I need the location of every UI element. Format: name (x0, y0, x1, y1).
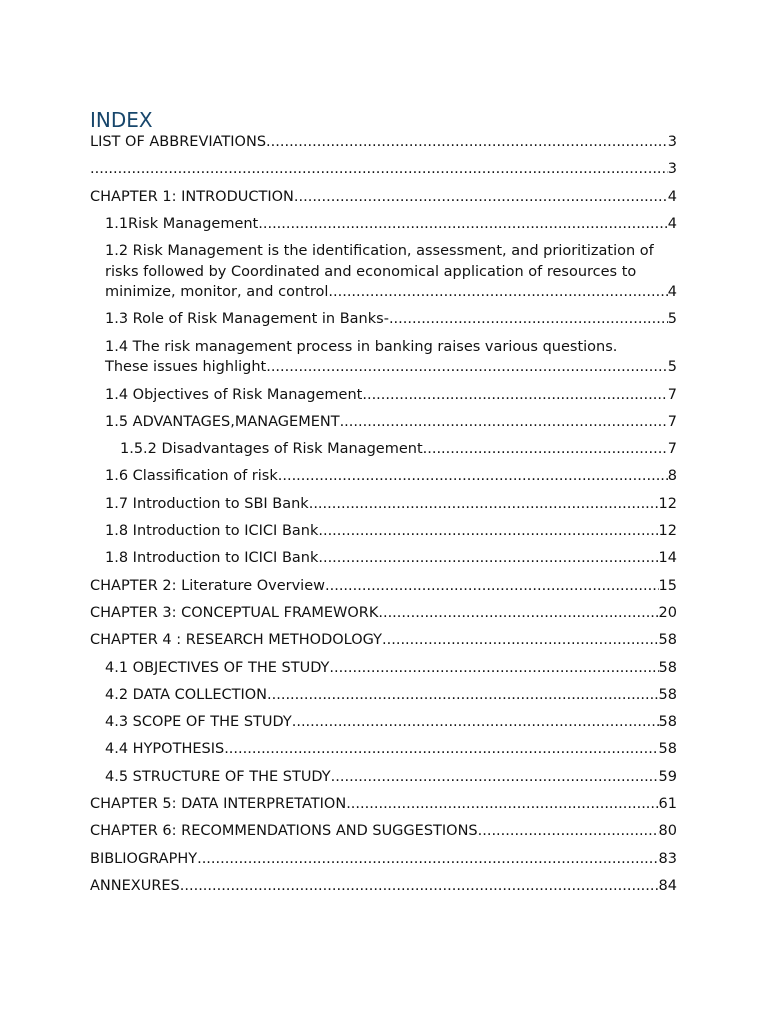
dot-leader (309, 494, 659, 515)
toc-entry[interactable] (90, 309, 677, 330)
toc-entry-text-line: 1.4 The risk management process in banking raises various questions. (105, 338, 618, 355)
toc-entry-leader-row (90, 821, 677, 842)
toc-page-number: 3 (667, 134, 677, 150)
toc-entry[interactable] (90, 739, 677, 760)
toc-entry-title: 1.5.2 Disadvantages of Risk Management (120, 441, 423, 458)
toc-page-number: 61 (658, 796, 677, 813)
toc-entry[interactable] (90, 214, 677, 235)
toc-entry-title: LIST OF ABBREVIATIONS (90, 134, 267, 150)
toc-entry-leader-row (105, 357, 677, 378)
toc-entry-title: ANNEXURES (90, 877, 180, 894)
toc-entry-leader-row (105, 494, 677, 515)
toc-page-number: 5 (667, 311, 677, 328)
toc-page-number: 12 (658, 523, 677, 540)
toc-entry-leader-row (90, 876, 677, 897)
toc-entry-leader-row (105, 548, 677, 569)
dot-leader (325, 576, 659, 597)
toc-page-number: 4 (667, 284, 677, 301)
toc-entry[interactable] (90, 821, 677, 842)
table-of-contents (90, 132, 677, 903)
toc-entry-title: CHAPTER 5: DATA INTERPRETATION (90, 796, 347, 813)
toc-entry-title: These issues highlight (105, 359, 267, 376)
toc-entry[interactable] (90, 876, 677, 897)
toc-entry-text-line: risks followed by Coordinated and economical application of resources to (105, 263, 637, 280)
toc-entry[interactable] (90, 187, 677, 208)
toc-page-number: 4 (667, 215, 677, 232)
toc-entry[interactable] (90, 241, 677, 303)
toc-entry[interactable] (90, 385, 677, 406)
dot-leader (478, 821, 659, 842)
toc-entry-title: 1.4 Objectives of Risk Management (105, 386, 363, 403)
toc-entry[interactable] (90, 337, 677, 378)
toc-entry[interactable] (90, 412, 677, 433)
toc-entry-leader-row (90, 132, 677, 153)
toc-entry-leader-row (120, 439, 677, 460)
toc-entry[interactable] (90, 132, 677, 153)
toc-entry[interactable] (90, 576, 677, 597)
dot-leader (340, 412, 668, 433)
toc-entry-leader-row (105, 712, 677, 733)
dot-leader (294, 187, 668, 208)
toc-entry[interactable] (90, 159, 677, 180)
toc-page-number: 5 (667, 359, 677, 376)
dot-leader (258, 214, 668, 235)
toc-entry-title: 4.1 OBJECTIVES OF THE STUDY (105, 659, 330, 676)
toc-entry-leader-row (90, 630, 677, 651)
toc-entry-leader-row (105, 466, 677, 487)
toc-entry[interactable] (90, 494, 677, 515)
dot-leader (362, 385, 667, 406)
toc-entry-leader-row (105, 521, 677, 542)
toc-page-number: 3 (667, 161, 677, 178)
toc-entry-leader-row (90, 159, 677, 180)
dot-leader (266, 132, 668, 153)
toc-entry-leader-row (90, 603, 677, 624)
dot-leader (224, 739, 658, 760)
toc-page-number: 58 (658, 741, 677, 758)
toc-entry[interactable] (90, 767, 677, 788)
dot-leader (329, 658, 658, 679)
dot-leader (267, 685, 659, 706)
toc-page-number: 84 (658, 877, 677, 894)
toc-page-number: 58 (658, 659, 677, 676)
toc-page-number: 58 (658, 714, 677, 731)
dot-leader (318, 548, 658, 569)
toc-entry-leader-row (105, 412, 677, 433)
toc-entry-leader-row (90, 576, 677, 597)
toc-entry[interactable] (90, 630, 677, 651)
toc-page-number: 83 (658, 850, 677, 867)
toc-entry-title: 1.6 Classification of risk (105, 468, 278, 485)
toc-page-number: 7 (667, 413, 677, 430)
toc-entry-text-line: 1.2 Risk Management is the identification, assessment, and prioritization of (105, 243, 654, 260)
dot-leader (180, 876, 659, 897)
toc-entry-title: 4.5 STRUCTURE OF THE STUDY (105, 768, 331, 785)
toc-entry-leader-row (105, 739, 677, 760)
dot-leader (318, 521, 658, 542)
toc-entry[interactable] (90, 603, 677, 624)
dot-leader (328, 282, 667, 303)
dot-leader (90, 159, 668, 180)
toc-entry[interactable] (90, 548, 677, 569)
toc-page-number: 20 (658, 604, 677, 621)
toc-page-number: 58 (658, 686, 677, 703)
toc-page-number: 59 (658, 768, 677, 785)
dot-leader (331, 767, 659, 788)
toc-entry-title: CHAPTER 2: Literature Overview (90, 577, 325, 594)
toc-entry-leader-row (105, 282, 677, 303)
toc-entry-title: 1.7 Introduction to SBI Bank (105, 495, 309, 512)
index-title: INDEX (90, 108, 153, 132)
dot-leader (423, 439, 668, 460)
toc-entry-title: CHAPTER 6: RECOMMENDATIONS AND SUGGESTIONS (90, 823, 478, 840)
dot-leader (278, 466, 668, 487)
toc-page-number: 80 (658, 823, 677, 840)
toc-entry-title: CHAPTER 1: INTRODUCTION (90, 188, 294, 205)
toc-entry-title: CHAPTER 3: CONCEPTUAL FRAMEWORK (90, 604, 379, 621)
toc-page-number: 8 (667, 468, 677, 485)
dot-leader (389, 309, 668, 330)
toc-page-number: 12 (658, 495, 677, 512)
toc-entry-leader-row (105, 658, 677, 679)
toc-entry[interactable] (90, 466, 677, 487)
toc-entry-title: BIBLIOGRAPHY (90, 850, 198, 867)
toc-page-number: 15 (658, 577, 677, 594)
toc-entry-leader-row (90, 187, 677, 208)
toc-page-number: 14 (658, 550, 677, 567)
toc-entry-title: 1.8 Introduction to ICICI Bank (105, 523, 319, 540)
toc-entry[interactable] (90, 685, 677, 706)
dot-leader (266, 357, 668, 378)
toc-entry-leader-row (105, 385, 677, 406)
dot-leader (378, 603, 658, 624)
toc-entry-leader-row (105, 767, 677, 788)
toc-entry-leader-row (90, 794, 677, 815)
toc-entry-title: CHAPTER 4 : RESEARCH METHODOLOGY (90, 632, 383, 649)
toc-entry[interactable] (90, 849, 677, 870)
toc-entry-title: 1.1Risk Management (105, 215, 259, 232)
toc-page-number: 7 (667, 441, 677, 458)
dot-leader (346, 794, 658, 815)
toc-entry-title: 4.3 SCOPE OF THE STUDY (105, 714, 292, 731)
toc-entry-title: 1.8 Introduction to ICICI Bank (105, 550, 319, 567)
toc-entry-title: 4.4 HYPOTHESIS (105, 741, 225, 758)
toc-entry-title: 4.2 DATA COLLECTION (105, 686, 268, 703)
toc-entry[interactable] (90, 712, 677, 733)
toc-entry-leader-row (105, 214, 677, 235)
toc-entry-leader-row (105, 309, 677, 330)
toc-page-number: 58 (658, 632, 677, 649)
toc-entry[interactable] (90, 794, 677, 815)
toc-page-number: 7 (667, 386, 677, 403)
toc-entry-leader-row (90, 849, 677, 870)
toc-entry[interactable] (90, 521, 677, 542)
toc-entry-title: minimize, monitor, and control (105, 284, 329, 301)
dot-leader (197, 849, 658, 870)
toc-entry[interactable] (90, 439, 677, 460)
toc-entry[interactable] (90, 658, 677, 679)
dot-leader (292, 712, 659, 733)
toc-entry-title: 1.3 Role of Risk Management in Banks- (105, 311, 389, 328)
toc-page-number: 4 (667, 188, 677, 205)
toc-entry-title: 1.5 ADVANTAGES,MANAGEMENT (105, 413, 340, 430)
toc-entry-leader-row (105, 685, 677, 706)
dot-leader (382, 630, 659, 651)
